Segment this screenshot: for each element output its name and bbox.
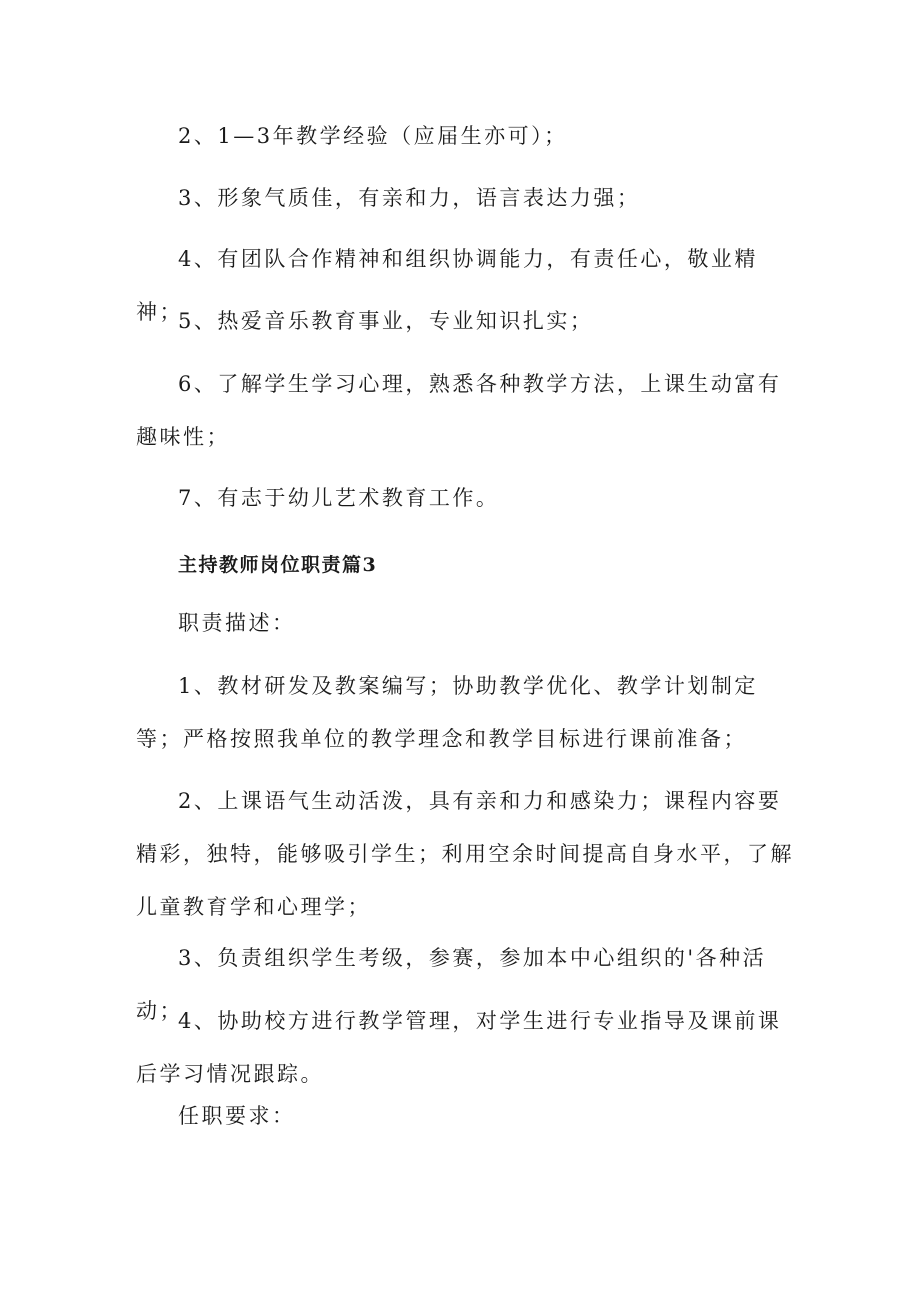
requirement-item-5: 5、热爱音乐教育事业，专业知识扎实； [178,309,594,333]
requirement-item-3: 3、形象气质佳，有亲和力，语言表达力强； [178,186,641,210]
requirement-item-4: 4、有团队合作精神和组织协调能力，有责任心，敬业精神； [136,247,758,324]
duty-item-3: 3、负责组织学生考级，参赛，参加本中心组织的'各种活动； [136,946,767,1023]
duty-item-4: 4、协助校方进行教学管理，对学生进行专业指导及课前课后学习情况跟踪。 [136,1009,782,1086]
duties-heading: 职责描述： [178,611,296,635]
requirements-heading: 任职要求： [178,1104,296,1128]
requirement-item-6: 6、了解学生学习心理，熟悉各种教学方法，上课生动富有趣味性； [136,372,782,449]
section-title: 主持教师岗位职责篇3 [178,554,378,576]
requirement-item-2: 2、1—3年教学经验（应届生亦可）； [178,124,568,148]
duty-item-1: 1、教材研发及教案编写；协助教学优化、教学计划制定等；严格按照我单位的教学理念和教学目标进行课前准备； [136,674,758,751]
duty-item-2: 2、上课语气生动活泼，具有亲和力和感染力；课程内容要精彩，独特，能够吸引学生；利用空余时间提高自身水平，了解儿童教育学和心理学； [136,789,794,919]
requirement-item-7: 7、有志于幼儿艺术教育工作。 [178,486,500,510]
